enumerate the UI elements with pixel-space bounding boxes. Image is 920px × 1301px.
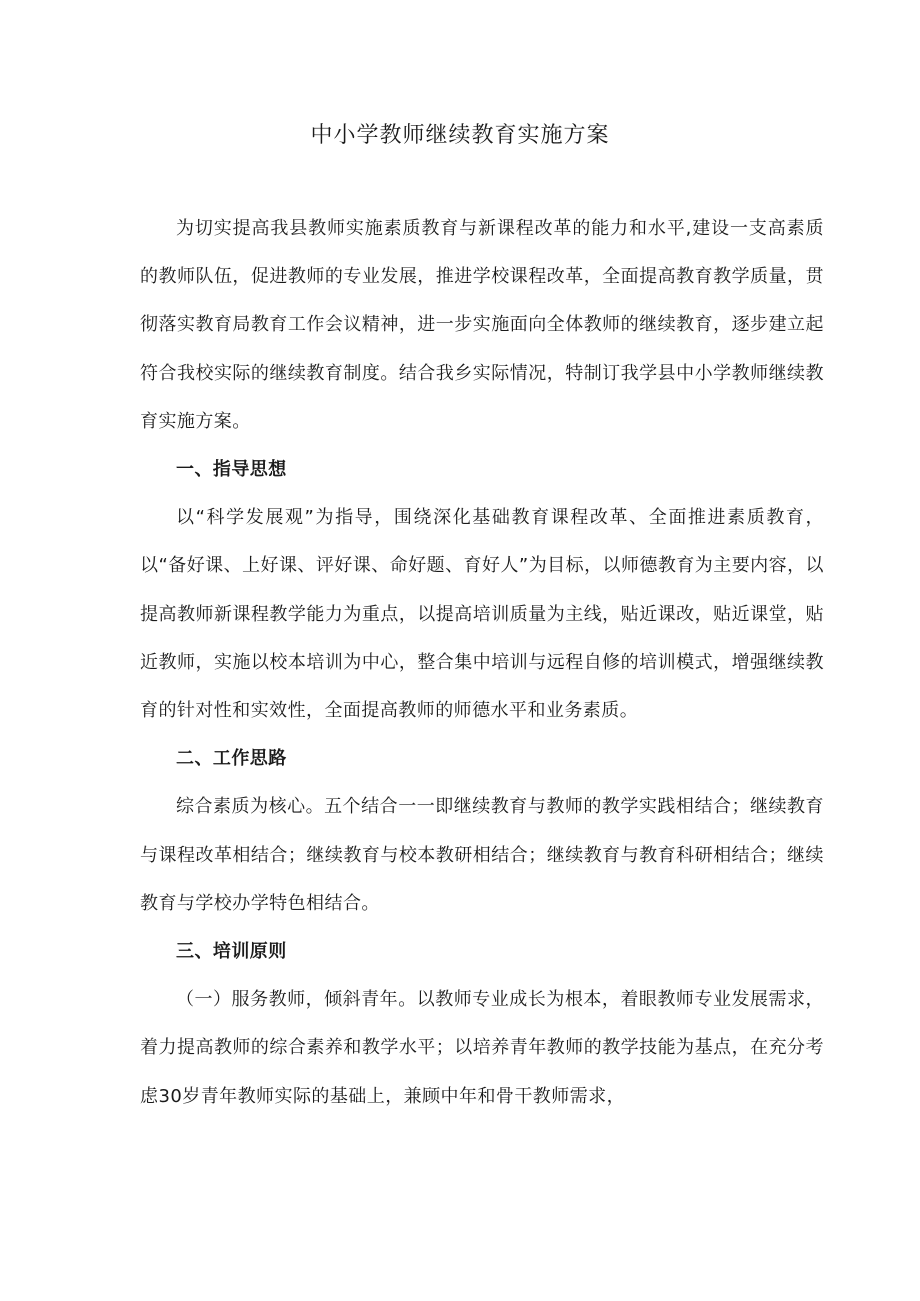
section-body-training-principles: （一）服务教师，倾斜青年。以教师专业成长为根本，着眼教师专业发展需求，着力提高教师的综合素养和教学水平；以培养青年教师的教学技能为基点，在充分考虑30岁青年教师实际的基础上，兼顾中年和骨干教师需求， [140, 989, 824, 1107]
section-heading-training-principles: 三、培训原则 [176, 941, 287, 963]
section-heading-work-approach: 二、工作思路 [176, 748, 287, 770]
document-body [140, 205, 824, 1121]
intro-paragraph: 为切实提高我县教师实施素质教育与新课程改革的能力和水平,建设一支高素质的教师队伍，促进教师的专业发展，推进学校课程改革，全面提高教育教学质量，贯彻落实教育局教育工作会议精神，进一步实施面向全体教师的继续教育，逐步建立起符合我校实际的继续教育制度。结合我乡实际情况，特制订我学县中小学教师继续教育实施方案。 [140, 218, 824, 432]
section-body-guiding-ideology: 以“科学发展观”为指导，围绕深化基础教育课程改革、全面推进素质教育，以“备好课、上好课、评好课、命好题、育好人”为目标，以师德教育为主要内容，以提高教师新课程教学能力为重点，以提高培训质量为主线，贴近课改，贴近课堂，贴近教师，实施以校本培训为中心，整合集中培训与远程自修的培训模式，增强继续教育的针对性和实效性，全面提高教师的师德水平和业务素质。 [140, 507, 824, 722]
section-heading-guiding-ideology: 一、指导思想 [176, 459, 287, 481]
document-title: 中小学教师继续教育实施方案 [310, 123, 610, 148]
section-body-work-approach: 综合素质为核心。五个结合一一即继续教育与教师的教学实践相结合；继续教育与课程改革相结合；继续教育与校本教研相结合；继续教育与教育科研相结合；继续教育与学校办学特色相结合。 [140, 796, 824, 914]
